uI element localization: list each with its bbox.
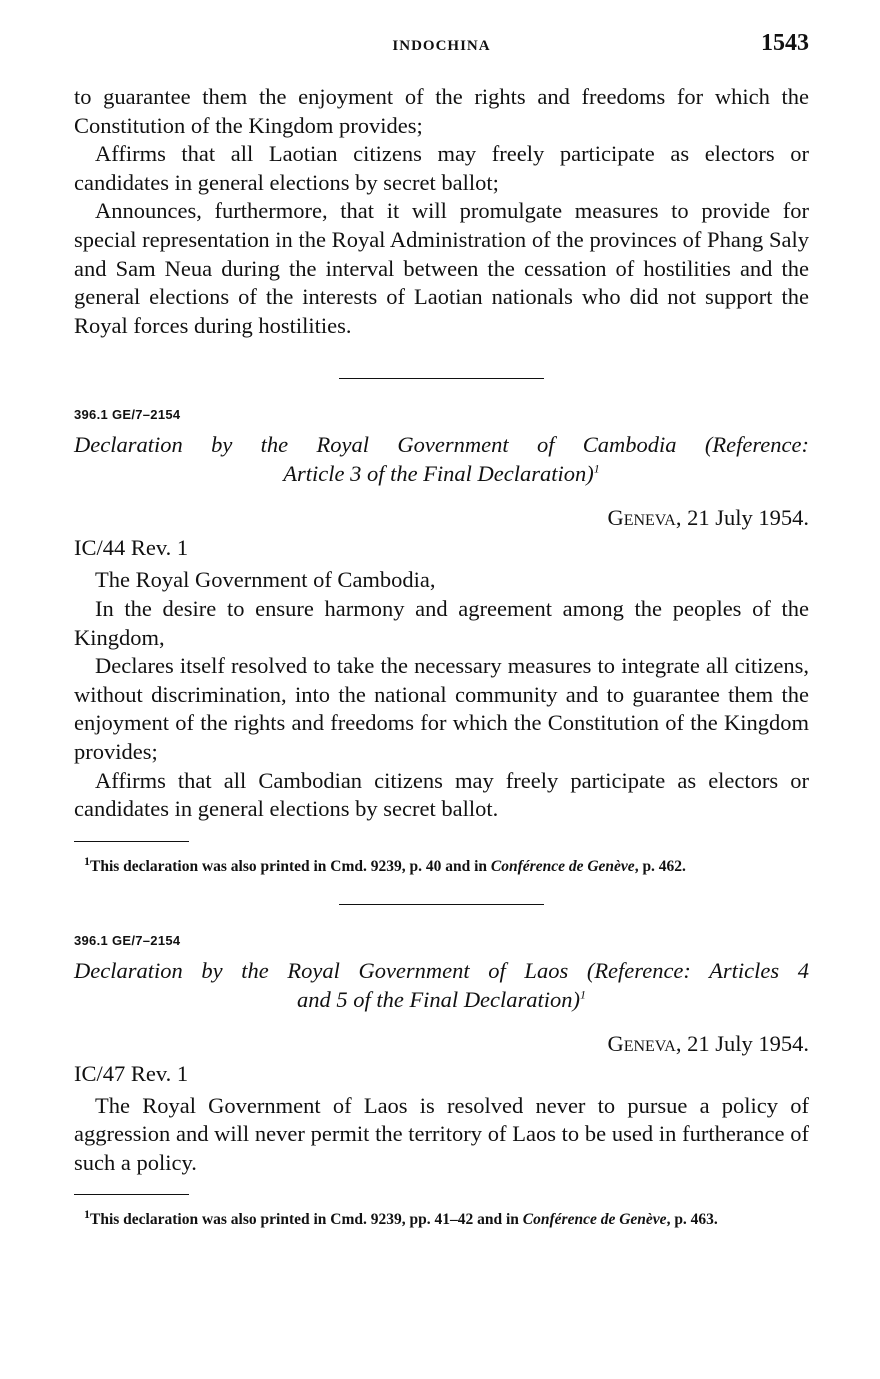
declaration-cambodia (74, 407, 809, 876)
declaration-title (74, 956, 809, 1014)
section-divider (339, 904, 544, 905)
footnote-end: , p. 462. (634, 857, 686, 875)
file-reference: 396.1 GE/7–2154 (74, 932, 181, 948)
document-page (74, 30, 809, 1230)
file-reference: 396.1 GE/7–2154 (74, 407, 181, 423)
footnote (74, 853, 809, 877)
dateline (74, 503, 809, 532)
footnote-text: This declaration was also printed in Cmd. 9239, p. 40 and in (90, 857, 491, 875)
footnote-end: , p. 463. (666, 1211, 718, 1229)
paragraph: Declares itself resolved to take the necessary measures to integrate all citizens, without discrimination, into the national community and to guarantee them the enjoyment of the rights and freedoms for which the Constitution of the Kingdom provides; (74, 653, 809, 764)
declaration-title-line: Declaration by the Royal Government of Cambodia (Reference: (74, 432, 809, 458)
footnote-rule (74, 841, 189, 842)
paragraph: The Royal Government of Cambodia, (95, 567, 436, 593)
footnote-text: This declaration was also printed in Cmd. 9239, pp. 41–42 and in (90, 1211, 523, 1229)
paragraph: Affirms that all Laotian citizens may freely participate as electors or candidates in general elections by secret ballot; (74, 141, 809, 195)
footnote-italic: Conférence de Genève (490, 857, 635, 875)
section-divider (339, 378, 544, 379)
footnote-marker: 1 (580, 987, 587, 1002)
paragraph: to guarantee them the enjoyment of the rights and freedoms for which the Constitution of the Kingdom provides; (74, 84, 809, 138)
declaration-title-line (74, 459, 809, 488)
dateline (74, 1029, 809, 1058)
footnote-italic: Conférence de Genève (522, 1211, 667, 1229)
paragraph: Announces, furthermore, that it will promulgate measures to provide for special representation in the Royal Administration of the provinces of Phang Saly and Sam Neua during the interval between the cessation of hostilities and the general elections of the interests of Laotian nationals who did not support the Royal forces during hostilities. (74, 198, 809, 338)
footnote (74, 1207, 809, 1230)
dateline-place: Geneva (607, 1030, 676, 1056)
paragraph: In the desire to ensure harmony and agreement among the peoples of the Kingdom, (74, 595, 809, 650)
page-number: 1543 (761, 30, 809, 56)
declaration-body (74, 566, 809, 823)
dateline-date: , 21 July 1954. (675, 505, 809, 531)
continuation-text (74, 83, 809, 340)
declaration-title (74, 430, 809, 488)
dateline-place: Geneva (607, 505, 676, 531)
declaration-title-text: Article 3 of the Final Declaration) (283, 461, 594, 487)
declaration-title-text: and 5 of the Final Declaration) (296, 986, 581, 1012)
paragraph: Affirms that all Cambodian citizens may freely participate as electors or candidates in general elections by secret ballot. (74, 767, 809, 822)
declaration-laos (74, 933, 809, 1231)
declaration-title-line: Declaration by the Royal Government of Laos (Reference: Articles 4 (74, 957, 809, 983)
footnote-marker: 1 (593, 461, 600, 476)
footnote-number: 1 (84, 1207, 90, 1222)
document-code: IC/47 Rev. 1 (74, 1060, 189, 1086)
declaration-body (74, 1092, 809, 1178)
footnote-number: 1 (84, 853, 90, 868)
running-title: INDOCHINA (392, 38, 491, 54)
footnote-rule (74, 1194, 189, 1195)
document-code: IC/44 Rev. 1 (74, 535, 189, 561)
paragraph: The Royal Government of Laos is resolved never to pursue a policy of aggression and will never permit the territory of Laos to be used in furtherance of such a policy. (74, 1092, 809, 1175)
dateline-date: , 21 July 1954. (675, 1030, 809, 1056)
page-header (74, 30, 809, 70)
declaration-title-line (74, 985, 809, 1014)
